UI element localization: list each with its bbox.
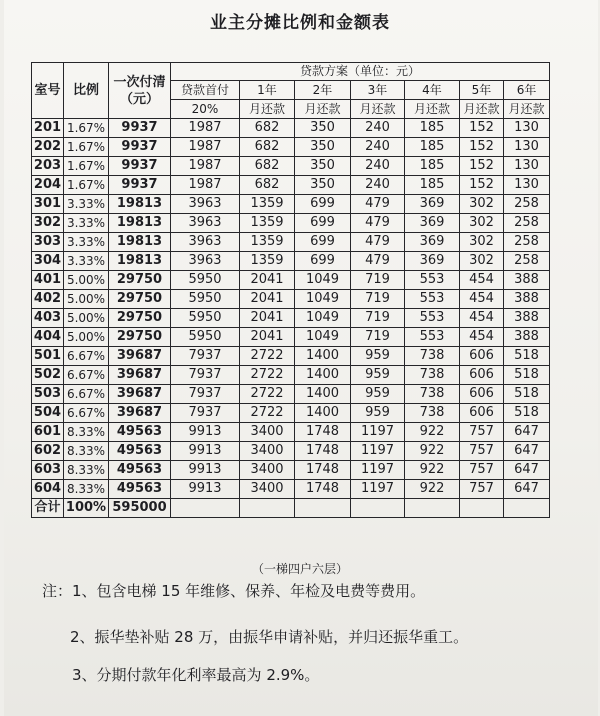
table-body xyxy=(32,119,550,499)
cell-monthly-year-4: 185 xyxy=(405,176,460,195)
cell-lump-sum: 39687 xyxy=(109,366,171,385)
cell-lump-sum: 9937 xyxy=(109,138,171,157)
header-room: 室号 xyxy=(32,63,64,119)
cell-lump-sum: 29750 xyxy=(109,271,171,290)
cell-monthly-year-5: 302 xyxy=(460,233,504,252)
cell-monthly-year-1: 2041 xyxy=(240,328,295,347)
cell-room: 304 xyxy=(32,252,64,271)
empty-cell xyxy=(460,499,504,518)
cell-room: 401 xyxy=(32,271,64,290)
cell-monthly-year-2: 699 xyxy=(295,214,351,233)
cell-down-payment: 9913 xyxy=(171,423,240,442)
cell-room: 503 xyxy=(32,385,64,404)
cell-monthly-year-6: 258 xyxy=(504,195,550,214)
cell-room: 202 xyxy=(32,138,64,157)
cell-room: 404 xyxy=(32,328,64,347)
cell-ratio: 8.33% xyxy=(64,442,109,461)
table-row xyxy=(32,290,550,309)
cell-down-payment: 9913 xyxy=(171,480,240,499)
cell-lump-sum: 29750 xyxy=(109,309,171,328)
cell-lump-sum: 9937 xyxy=(109,119,171,138)
cell-monthly-year-6: 130 xyxy=(504,138,550,157)
table-row xyxy=(32,309,550,328)
cell-monthly-year-3: 959 xyxy=(351,366,405,385)
cell-ratio: 8.33% xyxy=(64,461,109,480)
cell-monthly-year-2: 699 xyxy=(295,195,351,214)
header-lump-sum xyxy=(109,63,171,119)
cell-monthly-year-2: 1049 xyxy=(295,271,351,290)
cell-down-payment: 1987 xyxy=(171,176,240,195)
cell-monthly-year-2: 1748 xyxy=(295,461,351,480)
empty-cell xyxy=(351,499,405,518)
cell-monthly-year-6: 130 xyxy=(504,176,550,195)
empty-cell xyxy=(504,499,550,518)
cell-monthly-year-4: 553 xyxy=(405,309,460,328)
cell-monthly-year-1: 2722 xyxy=(240,404,295,423)
cell-monthly-year-1: 1359 xyxy=(240,214,295,233)
header-year-1: 1年 xyxy=(240,81,295,100)
cell-down-payment: 5950 xyxy=(171,328,240,347)
cell-monthly-year-4: 553 xyxy=(405,328,460,347)
cell-monthly-year-5: 152 xyxy=(460,138,504,157)
header-ratio: 比例 xyxy=(64,63,109,119)
cell-room: 301 xyxy=(32,195,64,214)
cell-ratio: 1.67% xyxy=(64,157,109,176)
cell-down-payment: 5950 xyxy=(171,309,240,328)
cell-lump-sum: 19813 xyxy=(109,233,171,252)
cell-ratio: 5.00% xyxy=(64,290,109,309)
cell-monthly-year-6: 388 xyxy=(504,328,550,347)
cell-ratio: 1.67% xyxy=(64,119,109,138)
cell-ratio: 6.67% xyxy=(64,385,109,404)
cell-lump-sum: 9937 xyxy=(109,176,171,195)
cell-monthly-year-4: 922 xyxy=(405,461,460,480)
cell-lump-sum: 9937 xyxy=(109,157,171,176)
page-title: 业主分摊比例和金额表 xyxy=(210,13,390,33)
cell-monthly-year-3: 479 xyxy=(351,214,405,233)
cell-monthly-year-6: 258 xyxy=(504,214,550,233)
cell-down-payment: 1987 xyxy=(171,157,240,176)
table-row xyxy=(32,195,550,214)
cell-monthly-year-1: 3400 xyxy=(240,461,295,480)
cell-down-payment: 5950 xyxy=(171,290,240,309)
cell-room: 303 xyxy=(32,233,64,252)
cell-monthly-year-1: 682 xyxy=(240,157,295,176)
header-loan-plan: 贷款方案（单位：元） xyxy=(171,63,550,81)
cell-monthly-year-1: 2041 xyxy=(240,290,295,309)
total-row xyxy=(32,499,550,518)
cell-monthly-year-2: 1400 xyxy=(295,404,351,423)
table-row xyxy=(32,385,550,404)
cell-monthly-year-3: 240 xyxy=(351,157,405,176)
cell-monthly-year-2: 1400 xyxy=(295,347,351,366)
cell-monthly-year-3: 240 xyxy=(351,138,405,157)
cell-monthly-year-2: 699 xyxy=(295,252,351,271)
cell-ratio: 6.67% xyxy=(64,404,109,423)
cell-monthly-year-1: 1359 xyxy=(240,252,295,271)
cell-monthly-year-6: 647 xyxy=(504,461,550,480)
cell-monthly-year-1: 2722 xyxy=(240,366,295,385)
cell-monthly-year-2: 1049 xyxy=(295,309,351,328)
cell-monthly-year-3: 479 xyxy=(351,252,405,271)
cell-down-payment: 7937 xyxy=(171,347,240,366)
table-row xyxy=(32,404,550,423)
cell-monthly-year-3: 719 xyxy=(351,309,405,328)
header-monthly: 月还款 xyxy=(351,100,405,119)
table-row xyxy=(32,328,550,347)
cell-monthly-year-3: 719 xyxy=(351,290,405,309)
cell-room: 201 xyxy=(32,119,64,138)
cell-monthly-year-6: 647 xyxy=(504,480,550,499)
cell-down-payment: 7937 xyxy=(171,404,240,423)
cell-monthly-year-3: 719 xyxy=(351,271,405,290)
cell-monthly-year-1: 3400 xyxy=(240,423,295,442)
cell-monthly-year-6: 518 xyxy=(504,366,550,385)
cell-monthly-year-6: 518 xyxy=(504,404,550,423)
cell-lump-sum: 19813 xyxy=(109,195,171,214)
cell-monthly-year-2: 350 xyxy=(295,138,351,157)
cell-monthly-year-1: 3400 xyxy=(240,442,295,461)
table-row xyxy=(32,347,550,366)
cell-monthly-year-3: 1197 xyxy=(351,480,405,499)
cell-monthly-year-4: 369 xyxy=(405,233,460,252)
note-1: 注：1、包含电梯 15 年维修、保养、年检及电费等费用。 xyxy=(42,582,426,600)
cell-monthly-year-4: 922 xyxy=(405,480,460,499)
header-year-6: 6年 xyxy=(504,81,550,100)
empty-cell xyxy=(405,499,460,518)
cell-monthly-year-6: 388 xyxy=(504,309,550,328)
cell-monthly-year-6: 258 xyxy=(504,233,550,252)
cell-ratio: 5.00% xyxy=(64,309,109,328)
cell-lump-sum: 39687 xyxy=(109,347,171,366)
cell-room: 203 xyxy=(32,157,64,176)
cell-down-payment: 3963 xyxy=(171,233,240,252)
table-row xyxy=(32,119,550,138)
cell-monthly-year-5: 606 xyxy=(460,347,504,366)
cell-monthly-year-4: 369 xyxy=(405,252,460,271)
cell-monthly-year-2: 1748 xyxy=(295,442,351,461)
cell-monthly-year-6: 647 xyxy=(504,442,550,461)
cell-monthly-year-6: 388 xyxy=(504,290,550,309)
cell-monthly-year-1: 3400 xyxy=(240,480,295,499)
cell-room: 601 xyxy=(32,423,64,442)
table-row xyxy=(32,423,550,442)
table-row xyxy=(32,271,550,290)
cell-monthly-year-1: 1359 xyxy=(240,233,295,252)
cell-monthly-year-5: 606 xyxy=(460,385,504,404)
cell-room: 302 xyxy=(32,214,64,233)
cell-monthly-year-2: 350 xyxy=(295,176,351,195)
cell-monthly-year-2: 350 xyxy=(295,119,351,138)
cell-monthly-year-6: 258 xyxy=(504,252,550,271)
table-row xyxy=(32,480,550,499)
cell-down-payment: 9913 xyxy=(171,442,240,461)
header-year-2: 2年 xyxy=(295,81,351,100)
cell-monthly-year-3: 479 xyxy=(351,233,405,252)
cell-monthly-year-3: 959 xyxy=(351,347,405,366)
cell-monthly-year-4: 738 xyxy=(405,404,460,423)
cell-monthly-year-5: 152 xyxy=(460,119,504,138)
empty-cell xyxy=(240,499,295,518)
header-down-payment: 贷款首付 xyxy=(171,81,240,100)
cell-monthly-year-3: 1197 xyxy=(351,423,405,442)
cell-room: 402 xyxy=(32,290,64,309)
cell-monthly-year-6: 130 xyxy=(504,119,550,138)
cell-monthly-year-2: 1748 xyxy=(295,423,351,442)
cell-ratio: 3.33% xyxy=(64,252,109,271)
cell-monthly-year-5: 454 xyxy=(460,290,504,309)
note-3: 3、分期付款年化利率最高为 2.9%。 xyxy=(72,666,320,684)
cell-lump-sum: 49563 xyxy=(109,461,171,480)
cell-room: 502 xyxy=(32,366,64,385)
cell-monthly-year-1: 682 xyxy=(240,176,295,195)
cell-monthly-year-4: 553 xyxy=(405,271,460,290)
cell-ratio: 6.67% xyxy=(64,347,109,366)
cell-room: 501 xyxy=(32,347,64,366)
header-monthly: 月还款 xyxy=(295,100,351,119)
header-year-3: 3年 xyxy=(351,81,405,100)
note-2: 2、振华垫补贴 28 万，由振华申请补贴，并归还振华重工。 xyxy=(70,628,469,646)
cell-monthly-year-3: 479 xyxy=(351,195,405,214)
cell-monthly-year-5: 454 xyxy=(460,271,504,290)
cell-lump-sum: 39687 xyxy=(109,404,171,423)
cell-lump-sum: 19813 xyxy=(109,214,171,233)
cell-monthly-year-2: 1400 xyxy=(295,366,351,385)
cell-monthly-year-3: 240 xyxy=(351,176,405,195)
cell-monthly-year-1: 2041 xyxy=(240,309,295,328)
cell-monthly-year-1: 2722 xyxy=(240,347,295,366)
cell-down-payment: 1987 xyxy=(171,119,240,138)
cell-ratio: 6.67% xyxy=(64,366,109,385)
cell-monthly-year-4: 369 xyxy=(405,195,460,214)
header-down-payment-pct: 20% xyxy=(171,100,240,119)
table-row xyxy=(32,366,550,385)
cell-monthly-year-4: 922 xyxy=(405,442,460,461)
cell-monthly-year-2: 1049 xyxy=(295,290,351,309)
cell-down-payment: 3963 xyxy=(171,252,240,271)
allocation-table xyxy=(31,62,550,518)
cell-monthly-year-4: 185 xyxy=(405,157,460,176)
cell-ratio: 1.67% xyxy=(64,176,109,195)
cell-monthly-year-1: 1359 xyxy=(240,195,295,214)
cell-room: 504 xyxy=(32,404,64,423)
cell-monthly-year-4: 553 xyxy=(405,290,460,309)
header-monthly: 月还款 xyxy=(504,100,550,119)
cell-monthly-year-2: 350 xyxy=(295,157,351,176)
cell-ratio: 1.67% xyxy=(64,138,109,157)
cell-monthly-year-4: 738 xyxy=(405,366,460,385)
header-year-4: 4年 xyxy=(405,81,460,100)
cell-lump-sum: 29750 xyxy=(109,328,171,347)
cell-monthly-year-5: 152 xyxy=(460,157,504,176)
cell-monthly-year-3: 240 xyxy=(351,119,405,138)
cell-monthly-year-5: 454 xyxy=(460,309,504,328)
cell-room: 603 xyxy=(32,461,64,480)
cell-monthly-year-4: 738 xyxy=(405,385,460,404)
cell-monthly-year-5: 302 xyxy=(460,214,504,233)
cell-room: 604 xyxy=(32,480,64,499)
cell-room: 602 xyxy=(32,442,64,461)
cell-ratio: 3.33% xyxy=(64,233,109,252)
cell-monthly-year-6: 518 xyxy=(504,385,550,404)
table-row xyxy=(32,233,550,252)
cell-room: 204 xyxy=(32,176,64,195)
empty-cell xyxy=(171,499,240,518)
cell-lump-sum: 49563 xyxy=(109,480,171,499)
cell-monthly-year-1: 2722 xyxy=(240,385,295,404)
cell-monthly-year-1: 2041 xyxy=(240,271,295,290)
cell-lump-sum: 19813 xyxy=(109,252,171,271)
cell-down-payment: 1987 xyxy=(171,138,240,157)
table-row xyxy=(32,252,550,271)
cell-monthly-year-4: 922 xyxy=(405,423,460,442)
cell-monthly-year-4: 738 xyxy=(405,347,460,366)
cell-ratio: 5.00% xyxy=(64,271,109,290)
cell-monthly-year-5: 757 xyxy=(460,461,504,480)
cell-monthly-year-5: 757 xyxy=(460,423,504,442)
cell-down-payment: 3963 xyxy=(171,195,240,214)
header-monthly: 月还款 xyxy=(460,100,504,119)
cell-ratio: 8.33% xyxy=(64,480,109,499)
cell-monthly-year-4: 185 xyxy=(405,138,460,157)
cell-ratio: 3.33% xyxy=(64,214,109,233)
total-lump: 595000 xyxy=(109,499,171,518)
cell-lump-sum: 49563 xyxy=(109,442,171,461)
cell-monthly-year-3: 719 xyxy=(351,328,405,347)
table-row xyxy=(32,214,550,233)
cell-monthly-year-3: 959 xyxy=(351,404,405,423)
cell-monthly-year-4: 185 xyxy=(405,119,460,138)
cell-monthly-year-6: 388 xyxy=(504,271,550,290)
cell-down-payment: 5950 xyxy=(171,271,240,290)
total-ratio: 100% xyxy=(64,499,109,518)
cell-monthly-year-6: 130 xyxy=(504,157,550,176)
table-row xyxy=(32,176,550,195)
cell-monthly-year-5: 757 xyxy=(460,442,504,461)
cell-monthly-year-5: 606 xyxy=(460,404,504,423)
cell-down-payment: 7937 xyxy=(171,366,240,385)
cell-monthly-year-2: 1748 xyxy=(295,480,351,499)
empty-cell xyxy=(295,499,351,518)
cell-lump-sum: 49563 xyxy=(109,423,171,442)
header-year-5: 5年 xyxy=(460,81,504,100)
cell-monthly-year-2: 1400 xyxy=(295,385,351,404)
header-monthly: 月还款 xyxy=(405,100,460,119)
cell-monthly-year-3: 959 xyxy=(351,385,405,404)
cell-monthly-year-2: 699 xyxy=(295,233,351,252)
total-label: 合计 xyxy=(32,499,64,518)
table-row xyxy=(32,157,550,176)
cell-monthly-year-6: 647 xyxy=(504,423,550,442)
header-monthly: 月还款 xyxy=(240,100,295,119)
cell-monthly-year-5: 302 xyxy=(460,195,504,214)
table-row xyxy=(32,138,550,157)
cell-monthly-year-5: 454 xyxy=(460,328,504,347)
cell-ratio: 8.33% xyxy=(64,423,109,442)
cell-ratio: 5.00% xyxy=(64,328,109,347)
header-lump-sum-text: 一次付清（元） xyxy=(113,74,166,107)
cell-monthly-year-5: 152 xyxy=(460,176,504,195)
cell-monthly-year-5: 302 xyxy=(460,252,504,271)
table-row xyxy=(32,442,550,461)
cell-room: 403 xyxy=(32,309,64,328)
cell-monthly-year-1: 682 xyxy=(240,138,295,157)
cell-ratio: 3.33% xyxy=(64,195,109,214)
cell-down-payment: 3963 xyxy=(171,214,240,233)
cell-monthly-year-1: 682 xyxy=(240,119,295,138)
cell-monthly-year-4: 369 xyxy=(405,214,460,233)
cell-lump-sum: 39687 xyxy=(109,385,171,404)
cell-monthly-year-5: 606 xyxy=(460,366,504,385)
cell-monthly-year-5: 757 xyxy=(460,480,504,499)
cell-monthly-year-3: 1197 xyxy=(351,461,405,480)
cell-monthly-year-3: 1197 xyxy=(351,442,405,461)
cell-down-payment: 9913 xyxy=(171,461,240,480)
cell-monthly-year-6: 518 xyxy=(504,347,550,366)
table-caption: （一梯四户六层） xyxy=(251,562,348,576)
cell-down-payment: 7937 xyxy=(171,385,240,404)
cell-monthly-year-2: 1049 xyxy=(295,328,351,347)
cell-lump-sum: 29750 xyxy=(109,290,171,309)
table-row xyxy=(32,461,550,480)
